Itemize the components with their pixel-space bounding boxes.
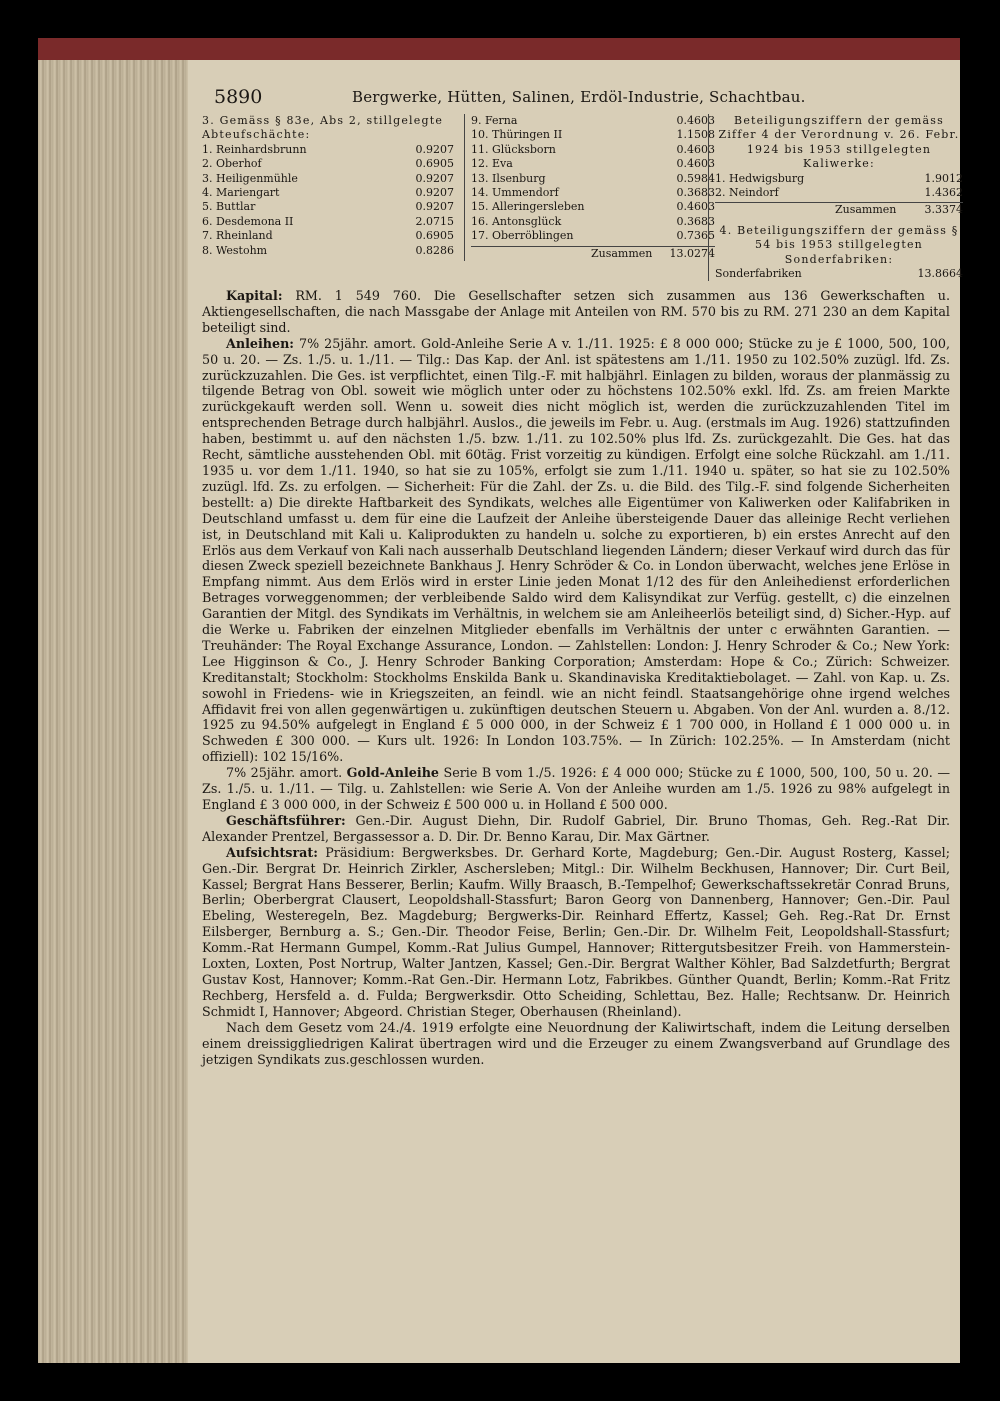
table-row — [202, 143, 454, 157]
row-name: 8. Westohm — [202, 243, 268, 257]
row-value: 1.1508 — [676, 128, 715, 142]
geschaeftsfuehrer-paragraph — [202, 813, 950, 845]
table-row — [471, 229, 715, 243]
row-name: 3. Heiligenmühle — [202, 171, 298, 185]
column-2-total — [471, 246, 715, 261]
column-3-total — [715, 202, 963, 217]
row-value: 0.5984 — [676, 171, 715, 185]
row-name: 11. Glücksborn — [471, 142, 556, 156]
table-row — [202, 229, 454, 243]
table-row — [715, 186, 963, 200]
row-name: 10. Thüringen II — [471, 128, 563, 142]
row-value: 0.9207 — [415, 142, 454, 156]
row-name: 4. Mariengart — [202, 186, 280, 200]
table-row — [471, 143, 715, 157]
row-value: 0.4603 — [676, 200, 715, 214]
table-row — [202, 215, 454, 229]
row-value: 1.9012 — [924, 171, 963, 185]
anleihe-b-text: Serie B vom 1./5. 1926: £ 4 000 000; Stücke zu £ 1000, 500, 100, 50 u. 20. — Zs. 1./5. u. 1./11. — Tilg. u. Zahlstellen: wie Serie A. Von der Anleihe wurden am 1./5. 1926 zu 98% aufgelegt in England £ 3 000 000, in der Schweiz £ 500 000 u. in Holland £ 500 000. — [202, 765, 951, 812]
row-name: 6. Desdemona II — [202, 214, 294, 228]
row-value: 0.4603 — [676, 157, 715, 171]
total-label: Zusammen — [591, 246, 653, 260]
column-3 — [708, 114, 963, 281]
aufsichtsrat-paragraph — [202, 845, 950, 1020]
geschaeftsfuehrer-label: Geschäftsführer: — [226, 812, 346, 828]
row-name: 12. Eva — [471, 157, 513, 171]
anleihe-b-pre: 7% 25jähr. amort. — [226, 765, 343, 781]
column-2-list — [471, 114, 715, 244]
row-name: 14. Ummendorf — [471, 186, 559, 200]
row-value: 0.4603 — [676, 142, 715, 156]
kapital-text: RM. 1 549 760. Die Gesellschafter setzen sich zusammen aus 136 Gewerkschaften u. Aktiengesellschaften, die nach Massgabe der Anlage mit Anteilen von RM. 570 bis zu RM. 271 230 an dem Kapital beteiligt sind. — [202, 288, 950, 335]
row-value: 13.8664 — [917, 267, 963, 281]
row-name: 13. Ilsenburg — [471, 171, 546, 185]
total-value: 3.3374 — [924, 203, 963, 217]
table-row — [202, 244, 454, 258]
row-name: 16. Antonsglück — [471, 214, 562, 228]
row-value: 0.4603 — [676, 114, 715, 127]
column-3-heading-2: 4. Beteiligungsziffern der gemäss § 54 bis 1953 stillgelegten Sonderfabriken: — [719, 223, 959, 266]
row-name: 2. Oberhof — [202, 157, 262, 171]
page-edges — [38, 60, 188, 1363]
table-row — [202, 172, 454, 186]
anleihen-paragraph — [202, 336, 950, 765]
geschaeftsfuehrer-text: Gen.-Dir. August Diehn, Dir. Rudolf Gabriel, Dir. Bruno Thomas, Geh. Reg.-Rat Dir. Alexander Prentzel, Bergassessor a. D. Dir. Dr. Benno Karau, Dir. Max Gärtner. — [202, 812, 950, 844]
table-row — [471, 114, 715, 128]
book-binding — [38, 38, 960, 60]
table-row — [715, 172, 963, 186]
row-value: 0.6905 — [415, 229, 454, 243]
anleihe-b-label: Gold-Anleihe — [346, 765, 439, 781]
row-value: 0.6905 — [415, 157, 454, 171]
row-value: 0.8286 — [415, 243, 454, 257]
row-name: 1. Reinhardsbrunn — [202, 142, 307, 156]
kapital-paragraph — [202, 288, 950, 336]
aufsichtsrat-label: Aufsichtsrat: — [226, 844, 318, 860]
row-name: 2. Neindorf — [715, 186, 779, 200]
table-row — [202, 186, 454, 200]
row-name: 1. Hedwigsburg — [715, 171, 805, 185]
row-name: Sonderfabriken — [715, 267, 802, 281]
row-value: 0.9207 — [415, 200, 454, 214]
kapital-label: Kapital: — [226, 288, 283, 303]
row-name: 17. Oberröblingen — [471, 229, 574, 243]
table-row — [471, 128, 715, 142]
total-label: Zusammen — [835, 203, 897, 217]
row-value: 1.4362 — [924, 186, 963, 200]
aufsichtsrat-text: Präsidium: Bergwerksbes. Dr. Gerhard Korte, Magdeburg; Gen.-Dir. August Rosterg, Kassel; Gen.-Dir. Bergrat Dr. Heinrich Zirkler, Aschersleben; Mitgl.: Dir. Wilhelm Beckhusen, Hannover; Dir. Curt Beil, Kassel; Bergrat Hans Besserer, Berlin; Kaufm. Willy Braasch, B.-Tempelhof; Gewerkschaftssekretär Conrad Bruns, Berlin; Oberbergrat Clausert, Leopoldshall-Stassfurt; Baron Georg von Dannenberg, Hannover; Gen.-Dir. Paul Ebeling, Westeregeln, Bez. Magdeburg; Bergwerks-Dir. Reinhard Effertz, Kassel; Geh. Reg.-Rat Dr. Ernst Eilsberger, Bernburg a. S.; Gen.-Dir. Theodor Feise, Berlin; Gen.-Dir. Dr. Wilhelm Feit, Leopoldshall-Stassfurt; Komm.-Rat Hermann Gumpel, Komm.-Rat Julius Gumpel, Hannover; Rittergutsbesitzer Freih. von Hammerstein-Loxten, Loxten, Post Nortrup, Walter Jantzen, Kassel; Gen.-Dir. Bergrat Walther Köhler, Bad Salzdetfurth; Bergrat Gustav Kost, Hannover; Komm.-Rat Gen.-Dir. Hermann Lotz, Fabrikbes. Günther Quandt, Berlin; Komm.-Rat Fritz Rechberg, Hersfeld a. d. Fulda; Bergwerksdir. Otto Scheiding, Schlettau, Bez. Halle; Rechtsanw. Dr. Heinrich Schmidt I, Hannover; Abgeord. Christian Steger, Oberhausen (Rheinland). — [202, 844, 950, 1019]
table-row — [471, 172, 715, 186]
total-value: 13.0274 — [669, 246, 715, 260]
anleihen-label: Anleihen: — [226, 335, 294, 351]
page-content — [202, 82, 963, 1067]
row-name: 5. Buttlar — [202, 200, 256, 214]
column-3-heading: Beteiligungsziffern der gemäss Ziffer 4 der Verordnung v. 26. Febr. 1924 bis 1953 stillgelegten Kaliwerke: — [718, 114, 960, 171]
column-2 — [464, 114, 715, 261]
table-row — [471, 186, 715, 200]
row-name: 7. Rheinland — [202, 229, 273, 243]
column-3-list — [715, 172, 963, 201]
column-1-heading: 3. Gemäss § 83e, Abs 2, stillgelegte Abteufschächte: — [202, 114, 444, 142]
row-value: 0.7365 — [676, 229, 715, 243]
row-value: 0.3683 — [676, 186, 715, 200]
column-1-list — [202, 143, 454, 258]
row-value: 0.9207 — [415, 171, 454, 185]
table-row — [202, 200, 454, 214]
row-name: 15. Alleringersleben — [471, 200, 585, 214]
closing-paragraph: Nach dem Gesetz vom 24./4. 1919 erfolgte eine Neuordnung der Kaliwirtschaft, indem die Leitung derselben einem dreissiggliedrigen Kalirat übertragen wird und die Erzeuger zu einem Zwangsverband auf Grundlage des jetzigen Syndikats zus.geschlossen wurden. — [202, 1019, 950, 1067]
anleihe-b-paragraph — [202, 765, 950, 813]
row-value: 0.9207 — [415, 186, 454, 200]
anleihen-text: 7% 25jähr. amort. Gold-Anleihe Serie A v. 1./11. 1925: £ 8 000 000; Stücke zu je £ 1000, 500, 100, 50 u. 20. — Zs. 1./5. u. 1./11. — Tilg.: Das Kap. der Anl. ist spätestens am 1./11. 1950 zu 102.50% zuzügl. lfd. Zs. zurückzuzahlen. Die Ges. ist verpflichtet, einen Tilg.-F. mit halbjährl. Einlagen zu bilden, woraus der planmässig zu tilgende Betrag von Obl. soweit wie möglich unter oder zu höchstens 102.50% exkl. lfd. Zs. am freien Markte zurückgekauft werden soll. Wenn u. soweit dies nicht möglich ist, werden die zurückzuzahlenden Titel im entsprechenden Betrage durch halbjährl. Auslos., die jeweils im Febr. u. Aug. (erstmals im Aug. 1926) stattzufinden haben, bestimmt u. auf den nächsten 1./5. bzw. 1./11. zu 102.50% plus lfd. Zs. zurückgezahlt. Die Ges. hat das Recht, sämtliche ausstehenden Obl. mit 60täg. Frist vorzeitig zu kündigen. Erfolgt eine solche Rückzahl. am 1./11. 1935 u. vor dem 1./11. 1940, so hat sie zu 105%, erfolgt sie zum 1./11. 1940 u. später, so hat sie zu 102.50% zuzügl. lfd. Zs. zu erfolgen. — Sicherheit: Für die Zahl. der Zs. u. die Bild. des Tilg.-F. sind folgende Sicherheiten bestellt: a) Die direkte Haftbarkeit des Syndikats, welches alle Eigentümer von Kaliwerken oder Kalifabriken in Deutschland umfasst u. dem für eine die Laufzeit der Anleihe übersteigende Dauer das alleinige Recht verliehen ist, in Deutschland mit Kali u. Kaliprodukten zu handeln u. solche zu exportieren, b) ein erstes Anrecht auf den Erlös aus dem Verkauf von Kali nach ausserhalb Deutschland liegenden Ländern; dieser Verkauf wird durch das für diesen Zweck speziell bezeichnete Bankhaus J. Henry Schröder & Co. in London überwacht, welches jene Erlöse in Empfang nimmt. Aus dem Erlös wird in erster Linie jeden Monat 1/12 des für den Anleihedienst erforderlichen Betrages vorweggenommen; der verbleibende Saldo wird dem Kalisyndikat zur Verfüg. gestellt, c) die einzelnen Garantien der Mitgl. des Syndikats im Verhältnis, in welchem sie am Anleiheerlös beteiligt sind, d) Sicher.-Hyp. auf die Werke u. Fabriken der einzelnen Mitglieder ebenfalls im Verhältnis der unter c erwähnten Garantien. — Treuhänder: The Royal Exchange Assurance, London. — Zahlstellen: London: J. Henry Schroder & Co.; New York: Lee Higginson & Co., J. Henry Schroder Banking Corporation; Amsterdam: Hope & Co.; Zürich: Schweizer. Kreditanstalt; Stockholm: Stockholms Enskilda Bank u. Skandinaviska Kreditaktiebolaget. — Zahl. von Kap. u. Zs. sowohl in Friedens- wie in Kriegszeiten, an feindl. wie an nicht feindl. Staatsangehörige ohne irgend welches Affidavit frei von allen gegenwärtigen u. zukünftigen deutschen Steuern u. Abgaben. Von der Anl. wurden a. 8./12. 1925 zu 94.50% aufgelegt in England £ 5 000 000, in der Schweiz £ 1 700 000, in Holland £ 1 000 000 u. in Schweden £ 300 000. — Kurs ult. 1926: In London 103.75%. — In Zürich: 102.25%. — In Amsterdam (nicht offiziell): 102 15/16%. — [202, 335, 950, 765]
page-number: 5890 — [214, 86, 263, 108]
page-header — [202, 82, 950, 112]
shares-table — [202, 114, 963, 282]
running-title: Bergwerke, Hütten, Salinen, Erdöl-Industrie, Schachtbau. — [352, 88, 806, 106]
sonderfabriken-row — [715, 267, 963, 281]
row-value: 2.0715 — [415, 214, 454, 228]
row-name: 9. Ferna — [471, 114, 518, 127]
table-row — [471, 157, 715, 171]
row-value: 0.3683 — [676, 214, 715, 228]
main-text — [202, 288, 950, 1067]
table-row — [202, 157, 454, 171]
column-1 — [202, 114, 454, 258]
document-page — [188, 60, 963, 1363]
table-row — [471, 200, 715, 214]
table-row — [471, 215, 715, 229]
